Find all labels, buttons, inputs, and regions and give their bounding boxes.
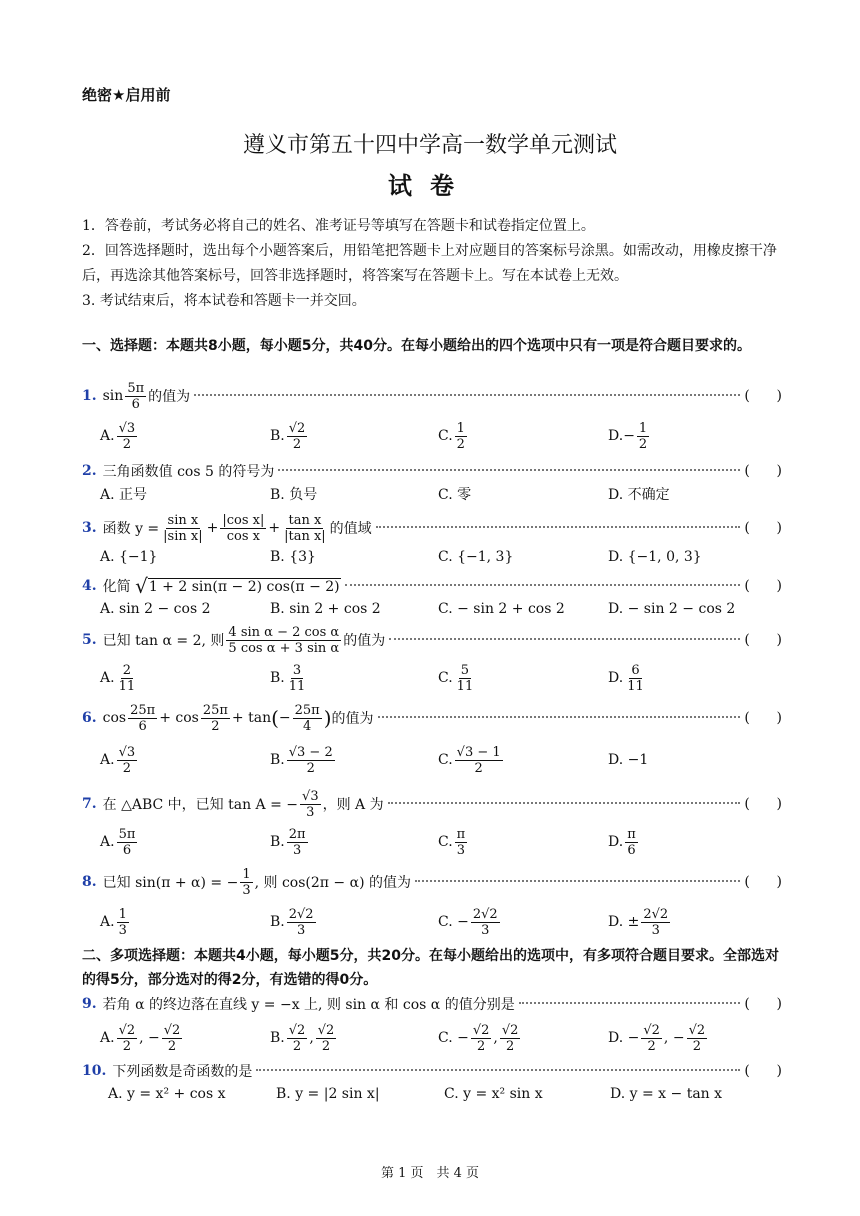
fraction: $\frac{5\pi}{6}$ <box>127 380 145 412</box>
leader-dots <box>194 393 740 396</box>
question-number: 8. <box>82 874 97 890</box>
question-number: 9. <box>82 996 97 1012</box>
answer-bracket: ( ) <box>744 463 782 479</box>
option-c: C. 零 <box>438 487 472 503</box>
option-b: B. $\frac{2√2}{3}$ <box>270 906 314 938</box>
option-b: B. $\frac{√2}{2}$ <box>270 420 306 452</box>
option-c: C. $\frac{1}{2}$ <box>438 420 465 452</box>
option-c: C. $\frac{5}{11}$ <box>438 662 474 694</box>
answer-bracket: ( ) <box>744 578 782 594</box>
question-6 <box>82 704 782 732</box>
option-c: C. − $\frac{√2}{2}$ , $\frac{√2}{2}$ <box>438 1022 519 1054</box>
question-stem: 函数 y = $\frac{\text{sin x}}{\text{|sin x|}}$ + $\frac{\text{|cos x|}}{\text{cos x}}$ + $\frac{\text{tan x}}{\text{|tan x|}}$ 的值域 <box>102 512 372 544</box>
option-c: C. $\frac{√3 - 1}{2}$ <box>438 744 501 776</box>
question-7-options <box>100 822 780 862</box>
option-a: A. $\frac{√3}{2}$ <box>100 744 136 776</box>
answer-bracket: ( ) <box>744 710 782 726</box>
leader-dots <box>256 1068 740 1071</box>
question-stem: 若角 α 的终边落在直线 y = −x 上, 则 sin α 和 cos α 的值分别是 <box>102 997 515 1013</box>
option-c: C. y = x² sin x <box>444 1086 543 1102</box>
option-d: D. − sin 2 − cos 2 <box>608 601 736 617</box>
option-a: A. $\frac{1}{3}$ <box>100 906 127 938</box>
option-b: B. 负号 <box>270 487 318 503</box>
option-a: A. $\frac{√2}{2}$ , − $\frac{√2}{2}$ <box>100 1022 181 1054</box>
option-d: D. ± $\frac{2√2}{3}$ <box>608 906 669 938</box>
option-a: A. y = x² + cos x <box>108 1086 226 1102</box>
option-d: D. {−1, 0, 3} <box>608 549 702 565</box>
option-b: B. {3} <box>270 549 316 565</box>
section-2-heading: 二、多项选择题：本题共4小题，每小题5分，共20分。在每小题给出的选项中，有多项符合题目要求。全部选对的得5分，部分选对的得2分，有选错的得0分。 <box>82 948 779 988</box>
answer-bracket: ( ) <box>744 874 782 890</box>
question-number: 5. <box>82 632 97 648</box>
leader-dots <box>389 637 740 640</box>
leader-dots <box>378 715 741 718</box>
option-c: C. {−1, 3} <box>438 549 514 565</box>
question-1 <box>82 382 782 410</box>
option-a: A. {−1} <box>100 549 158 565</box>
answer-bracket: ( ) <box>744 1063 782 1079</box>
answer-bracket: ( ) <box>744 996 782 1012</box>
option-c: C. $\frac{\pi}{3}$ <box>438 826 466 858</box>
instructions <box>82 214 782 314</box>
answer-bracket: ( ) <box>744 632 782 648</box>
option-c: C. − sin 2 + cos 2 <box>438 601 565 617</box>
question-stem: sin $\frac{5\pi}{6}$ 的值为 <box>102 380 191 412</box>
answer-bracket: ( ) <box>744 388 782 404</box>
question-8-options <box>100 902 780 942</box>
answer-bracket: ( ) <box>744 520 782 536</box>
leader-dots <box>415 879 740 882</box>
option-d: D. $\frac{\pi}{6}$ <box>608 826 636 858</box>
question-3-options <box>100 537 780 577</box>
option-a: A. $\frac{5\pi}{6}$ <box>100 826 136 858</box>
question-1-options <box>100 416 780 456</box>
option-b: B. $\frac{3}{11}$ <box>270 662 306 694</box>
question-number: 7. <box>82 796 97 812</box>
question-number: 10. <box>82 1063 107 1079</box>
option-a: A. $\frac{2}{11}$ <box>100 662 136 694</box>
option-d: D. $\frac{6}{11}$ <box>608 662 644 694</box>
question-stem: 在 △ABC 中，已知 tan A = − $\frac{√3}{3}$ ，则 A 为 <box>102 788 384 820</box>
instruction-3: 3. 考试结束后，将本试卷和答题卡一并交回。 <box>82 293 366 309</box>
question-stem: 已知 sin(π + α) = − $\frac{1}{3}$ , 则 cos(2π − α) 的值为 <box>102 866 411 898</box>
question-number: 2. <box>82 463 97 479</box>
question-stem: 已知 tan α = 2, 则 $\frac{\text{4 sin α − 2 cos α}}{\text{5 cos α + 3 sin α}}$ 的值为 <box>102 624 386 656</box>
option-a: A. $\frac{√3}{2}$ <box>100 420 136 452</box>
section-1-heading: 一、选择题：本题共8小题，每小题5分，共40分。在每小题给出的四个选项中只有一项是符合题目要求的。 <box>82 338 751 354</box>
leader-dots <box>519 1001 741 1004</box>
option-d: D. 不确定 <box>608 487 670 503</box>
option-d: D. − $\frac{1}{2}$ <box>608 420 648 452</box>
option-d: D. y = x − tan x <box>610 1086 723 1102</box>
option-c: C. − $\frac{2√2}{3}$ <box>438 906 498 938</box>
exam-title: 遵义市第五十四中学高一数学单元测试 <box>242 133 617 158</box>
leader-dots <box>345 583 741 586</box>
question-5-options <box>100 658 780 698</box>
question-4-options <box>100 589 780 629</box>
question-stem: 三角函数值 cos 5 的符号为 <box>102 464 275 480</box>
instruction-2: 2．回答选择题时，选出每个小题答案后，用铅笔把答题卡上对应题目的答案标号涂黑。如需改动，用橡皮擦干净后，再选涂其他答案标号，回答非选择题时，将答案写在答题卡上。写在本试卷上无效。 <box>82 243 777 284</box>
option-a: A. sin 2 − cos 2 <box>100 601 211 617</box>
question-9 <box>82 990 782 1018</box>
question-5 <box>82 626 782 654</box>
instruction-1: 1．答卷前，考试务必将自己的姓名、准考证号等填写在答题卡和试卷指定位置上。 <box>82 218 595 234</box>
answer-bracket: ( ) <box>744 796 782 812</box>
question-stem: cos $\frac{25\pi}{6}$ + cos $\frac{25\pi}{2}$ + tan ( − $\frac{25\pi}{4}$ ) 的值为 <box>102 702 374 734</box>
question-number: 3. <box>82 520 97 536</box>
option-b: B. $\frac{√3 - 2}{2}$ <box>270 744 333 776</box>
question-number: 1. <box>82 388 97 404</box>
leader-dots <box>376 525 741 528</box>
option-b: B. sin 2 + cos 2 <box>270 601 381 617</box>
question-stem: 下列函数是奇函数的是 <box>112 1064 253 1080</box>
question-8 <box>82 868 782 896</box>
option-b: B. y = |2 sin x| <box>276 1086 380 1102</box>
option-a: A. 正号 <box>100 487 148 503</box>
question-2-options <box>100 474 780 514</box>
question-stem: 化简 √ 1 + 2 sin(π − 2) cos(π − 2) <box>102 574 340 598</box>
question-number: 4. <box>82 578 97 594</box>
confidential-mark: 绝密★启用前 <box>82 86 171 104</box>
question-10-options <box>100 1074 780 1114</box>
option-b: B. $\frac{2\pi}{3}$ <box>270 826 306 858</box>
page-footer: 第 1 页 共 4 页 <box>380 1166 480 1181</box>
question-9-options <box>100 1018 780 1058</box>
question-number: 6. <box>82 710 97 726</box>
option-b: B. $\frac{√2}{2}$ , $\frac{√2}{2}$ <box>270 1022 335 1054</box>
question-7 <box>82 790 782 818</box>
question-6-options <box>100 740 780 780</box>
leader-dots <box>278 468 740 471</box>
option-d: D. −1 <box>608 752 649 768</box>
leader-dots <box>388 801 741 804</box>
option-d: D. − $\frac{√2}{2}$ , − $\frac{√2}{2}$ <box>608 1022 706 1054</box>
exam-subtitle: 试卷 <box>388 172 472 200</box>
